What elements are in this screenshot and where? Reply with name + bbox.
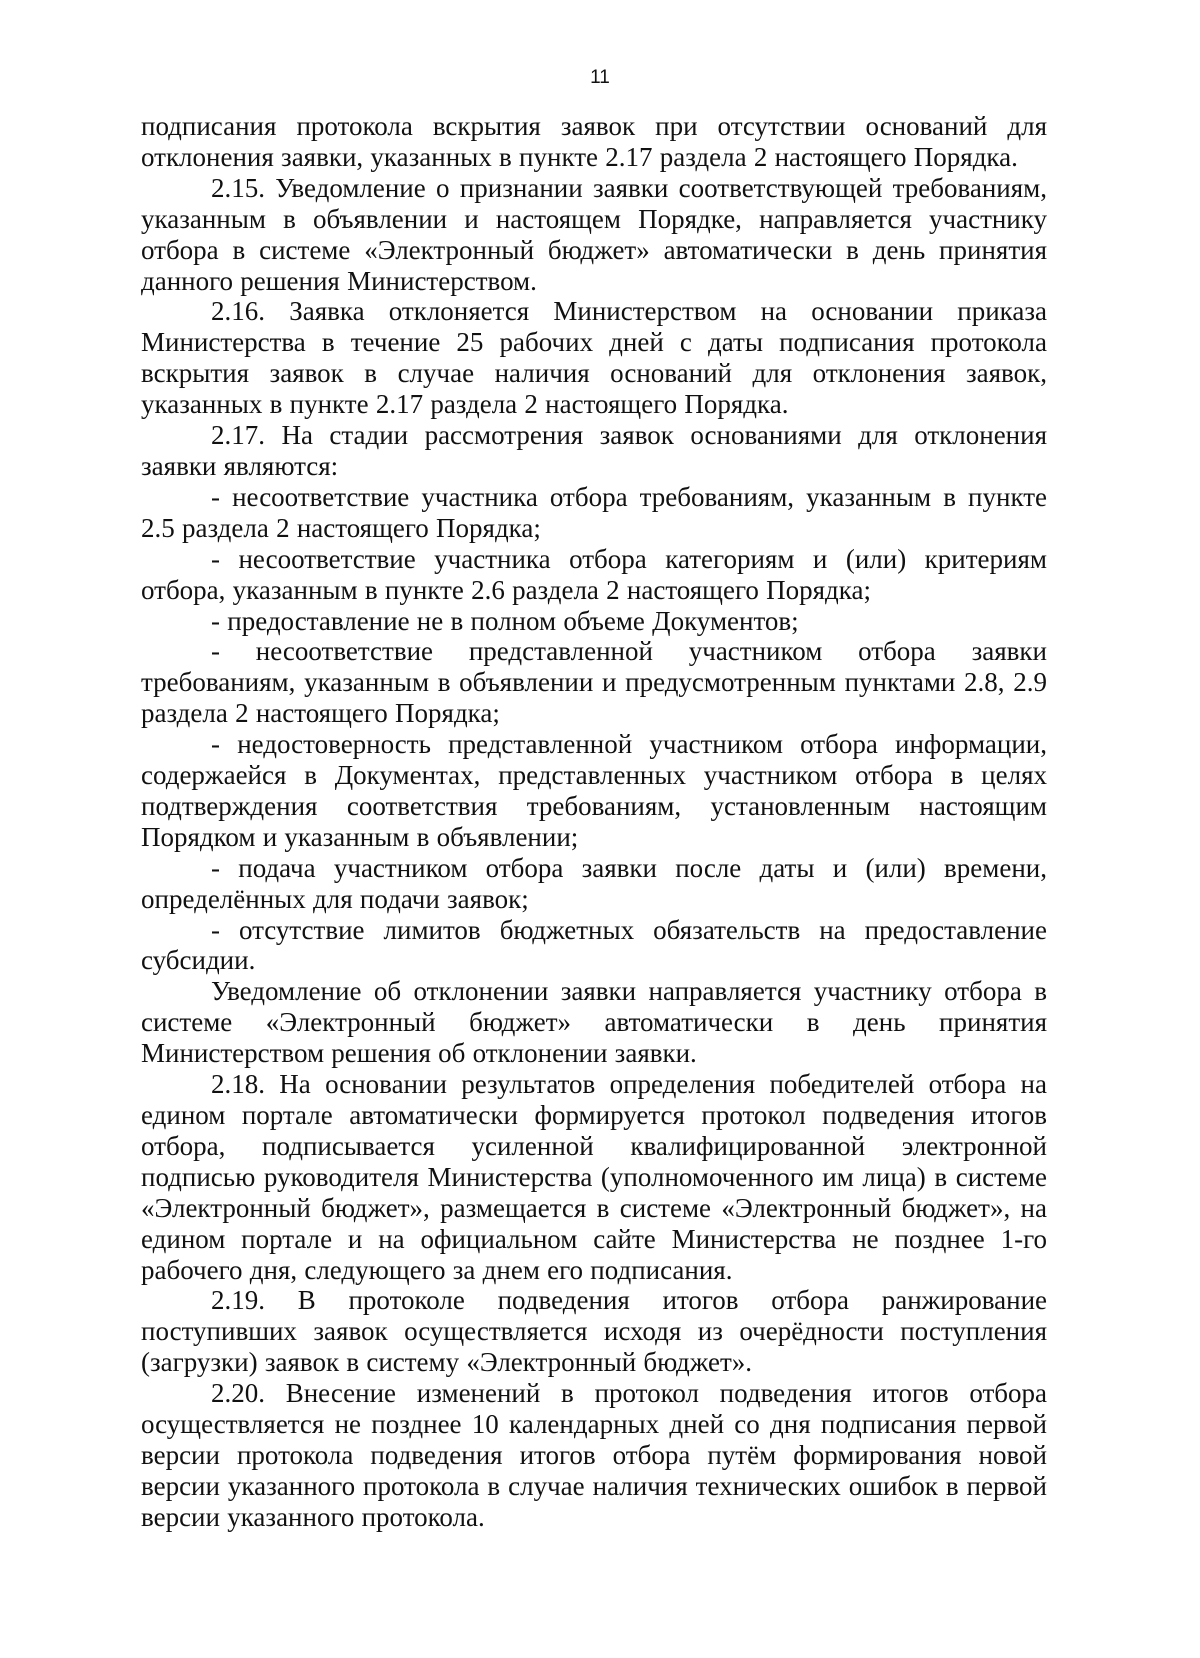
page-number: 11 <box>590 67 610 88</box>
document-body <box>141 111 1047 1533</box>
paragraph-2-18: 2.18. На основании результатов определения победителей отбора на едином портале автоматически формируется протокол подведения итогов отбора, подписывается усиленной квалифицированной электронной подписью руководителя Министерства (уполномоченного им лица) в системе «Электронный бюджет», размещается в системе «Электронный бюджет», на едином портале и на официальном сайте Министерства не позднее 1-го рабочего дня, следующего за днем его подписания. <box>141 1069 1047 1285</box>
list-item-application-mismatch: - несоответствие представленной участником отбора заявки требованиям, указанным в объявлении и предусмотренным пунктами 2.8, 2.9 раздела 2 настоящего Порядка; <box>141 636 1047 729</box>
paragraph-2-20: 2.20. Внесение изменений в протокол подведения итогов отбора осуществляется не позднее 10 календарных дней со дня подписания первой версии протокола подведения итогов отбора путём формирования новой версии указанного протокола в случае наличия технических ошибок в первой версии указанного протокола. <box>141 1378 1047 1532</box>
list-item-no-budget-limits: - отсутствие лимитов бюджетных обязательств на предоставление субсидии. <box>141 914 1047 976</box>
paragraph-2-15: 2.15. Уведомление о признании заявки соответствующей требованиям, указанным в объявлении и настоящем Порядке, направляется участнику отбора в системе «Электронный бюджет» автоматически в день принятия данного решения Министерством. <box>141 172 1047 296</box>
list-item-documents: - предоставление не в полном объеме Документов; <box>211 605 799 636</box>
list-item-requirements: - несоответствие участника отбора требованиям, указанным в пункте 2.5 раздела 2 настоящего Порядка; <box>141 481 1047 543</box>
paragraph-2-16: 2.16. Заявка отклоняется Министерством на основании приказа Министерства в течение 25 рабочих дней с даты подписания протокола вскрытия заявок в случае наличия оснований для отклонения заявок, указанных в пункте 2.17 раздела 2 настоящего Порядка. <box>141 296 1047 420</box>
paragraph-continuation: подписания протокола вскрытия заявок при отсутствии оснований для отклонения заявки, указанных в пункте 2.17 раздела 2 настоящего Порядка. <box>141 111 1047 172</box>
list-item-late-submission: - подача участником отбора заявки после даты и (или) времени, определённых для подачи заявок; <box>141 852 1047 914</box>
paragraph-rejection-notice: Уведомление об отклонении заявки направляется участнику отбора в системе «Электронный бюджет» автоматически в день принятия Министерством решения об отклонении заявки. <box>141 976 1047 1069</box>
paragraph-2-19: 2.19. В протоколе подведения итогов отбора ранжирование поступивших заявок осуществляется исходя из очерёдности поступления (загрузки) заявок в систему «Электронный бюджет». <box>141 1285 1047 1378</box>
list-item-unreliable-info: - недостоверность представленной участником отбора информации, содержаейся в Документах, представленных участником отбора в целях подтверждения соответствия требованиям, установленным настоящим Порядком и указанным в объявлении; <box>141 729 1047 852</box>
list-item-categories: - несоответствие участника отбора категориям и (или) критериям отбора, указанным в пункте 2.6 раздела 2 настоящего Порядка; <box>141 543 1047 605</box>
paragraph-2-17: 2.17. На стадии рассмотрения заявок основаниями для отклонения заявки являются: <box>141 420 1047 481</box>
